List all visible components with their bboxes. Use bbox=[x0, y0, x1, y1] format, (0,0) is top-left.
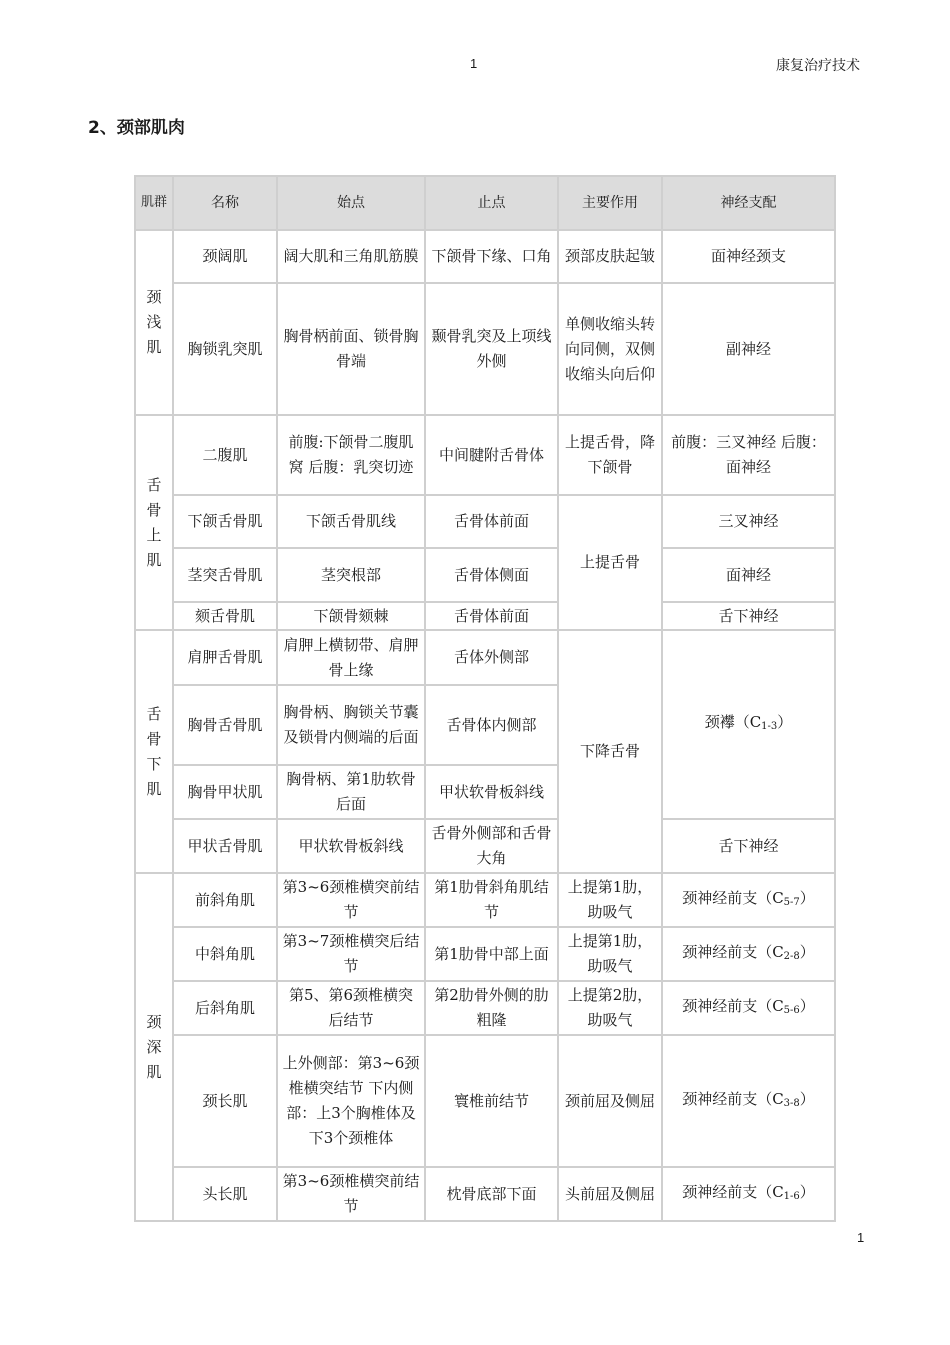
nerve-cell bbox=[662, 630, 835, 819]
nerve-text: ） bbox=[777, 713, 793, 731]
action-cell: 颈前屈及侧屈 bbox=[558, 1035, 662, 1167]
name-cell: 后斜角肌 bbox=[173, 981, 277, 1035]
name-cell: 中斜角肌 bbox=[173, 927, 277, 981]
name-cell: 胸骨甲状肌 bbox=[173, 765, 277, 819]
footer-page-number: 1 bbox=[857, 1230, 865, 1245]
action-cell: 单侧收缩头转向同侧，双侧收缩头向后仰 bbox=[558, 283, 662, 415]
name-cell: 前斜角肌 bbox=[173, 873, 277, 927]
nerve-cell: 舌下神经 bbox=[662, 819, 835, 873]
nerve-text: ） bbox=[799, 942, 815, 961]
name-cell: 胸锁乳突肌 bbox=[173, 283, 277, 415]
group-cell: 舌骨上肌 bbox=[135, 415, 173, 630]
action-cell: 上提第1肋，助吸气 bbox=[558, 927, 662, 981]
table-row bbox=[135, 602, 835, 630]
nerve-cell: 副神经 bbox=[662, 283, 835, 415]
header-cell: 止点 bbox=[425, 176, 558, 230]
group-cell: 颈浅肌 bbox=[135, 230, 173, 415]
insertion-cell: 舌体外侧部 bbox=[425, 630, 558, 685]
origin-cell: 胸骨柄、胸锁关节囊及锁骨内侧端的后面 bbox=[277, 685, 425, 765]
insertion-cell: 甲状软骨板斜线 bbox=[425, 765, 558, 819]
nerve-segment: 1-6 bbox=[783, 1190, 800, 1202]
action-cell: 上提第2肋，助吸气 bbox=[558, 981, 662, 1035]
group-cell: 颈深肌 bbox=[135, 873, 173, 1221]
table-row bbox=[135, 495, 835, 548]
insertion-cell: 第1肋骨中部上面 bbox=[425, 927, 558, 981]
header-cell: 始点 bbox=[277, 176, 425, 230]
nerve-text: ） bbox=[799, 1089, 815, 1108]
origin-cell: 下颌舌骨肌线 bbox=[277, 495, 425, 548]
nerve-cell bbox=[662, 927, 835, 981]
insertion-cell: 第1肋骨斜角肌结节 bbox=[425, 873, 558, 927]
nerve-text: 颈神经前支（C bbox=[682, 942, 784, 961]
insertion-cell: 下颌骨下缘、口角 bbox=[425, 230, 558, 283]
insertion-cell: 舌骨体前面 bbox=[425, 495, 558, 548]
header-cell: 名称 bbox=[173, 176, 277, 230]
origin-cell: 茎突根部 bbox=[277, 548, 425, 602]
nerve-cell: 前腹：三叉神经 后腹：面神经 bbox=[662, 415, 835, 495]
insertion-cell: 舌骨体内侧部 bbox=[425, 685, 558, 765]
name-cell: 甲状舌骨肌 bbox=[173, 819, 277, 873]
nerve-cell bbox=[662, 1167, 835, 1221]
nerve-segment: 5-6 bbox=[783, 1004, 800, 1016]
action-cell: 上提舌骨 bbox=[558, 495, 662, 630]
insertion-cell: 舌骨外侧部和舌骨大角 bbox=[425, 819, 558, 873]
insertion-cell: 舌骨体前面 bbox=[425, 602, 558, 630]
nerve-text: 颈神经前支（C bbox=[682, 1089, 784, 1108]
nerve-text: 颈神经前支（C bbox=[682, 888, 784, 907]
insertion-cell: 颞骨乳突及上项线外侧 bbox=[425, 283, 558, 415]
action-cell: 上提舌骨，降下颌骨 bbox=[558, 415, 662, 495]
table-header-row bbox=[135, 176, 835, 230]
nerve-text: 颈神经前支（C bbox=[682, 1182, 784, 1201]
action-cell: 上提第1肋，助吸气 bbox=[558, 873, 662, 927]
name-cell: 颏舌骨肌 bbox=[173, 602, 277, 630]
table-row bbox=[135, 927, 835, 981]
origin-cell: 第3~6颈椎横突前结节 bbox=[277, 1167, 425, 1221]
insertion-cell: 枕骨底部下面 bbox=[425, 1167, 558, 1221]
table-row bbox=[135, 230, 835, 283]
nerve-cell bbox=[662, 981, 835, 1035]
nerve-segment: 3-8 bbox=[783, 1097, 800, 1109]
group-cell: 舌骨下肌 bbox=[135, 630, 173, 873]
origin-cell: 胸骨柄、第1肋软骨后面 bbox=[277, 765, 425, 819]
table-row bbox=[135, 1167, 835, 1221]
header-cell: 主要作用 bbox=[558, 176, 662, 230]
origin-cell: 第3~6颈椎横突前结节 bbox=[277, 873, 425, 927]
origin-cell: 阔大肌和三角肌筋膜 bbox=[277, 230, 425, 283]
nerve-segment: 5-7 bbox=[783, 896, 800, 908]
insertion-cell: 中间腱附舌骨体 bbox=[425, 415, 558, 495]
name-cell: 胸骨舌骨肌 bbox=[173, 685, 277, 765]
action-cell: 下降舌骨 bbox=[558, 630, 662, 873]
table-row bbox=[135, 283, 835, 415]
nerve-cell: 面神经 bbox=[662, 548, 835, 602]
origin-cell: 上外侧部：第3~6颈椎横突结节 下内侧部：上3个胸椎体及下3个颈椎体 bbox=[277, 1035, 425, 1167]
nerve-text: ） bbox=[799, 1182, 815, 1201]
neck-muscles-table bbox=[134, 175, 836, 1222]
header-cell: 神经支配 bbox=[662, 176, 835, 230]
origin-cell: 第5、第6颈椎横突后结节 bbox=[277, 981, 425, 1035]
name-cell: 下颌舌骨肌 bbox=[173, 495, 277, 548]
origin-cell: 下颌骨颏棘 bbox=[277, 602, 425, 630]
table-row bbox=[135, 981, 835, 1035]
nerve-segment: 1-3 bbox=[761, 721, 778, 732]
nerve-text: 颈襻（C bbox=[704, 713, 762, 731]
origin-cell: 前腹:下颌骨二腹肌窝 后腹：乳突切迹 bbox=[277, 415, 425, 495]
insertion-cell: 寰椎前结节 bbox=[425, 1035, 558, 1167]
name-cell: 颈阔肌 bbox=[173, 230, 277, 283]
action-cell: 颈部皮肤起皱 bbox=[558, 230, 662, 283]
nerve-cell: 舌下神经 bbox=[662, 602, 835, 630]
origin-cell: 甲状软骨板斜线 bbox=[277, 819, 425, 873]
insertion-cell: 第2肋骨外侧的肋粗隆 bbox=[425, 981, 558, 1035]
table-row bbox=[135, 819, 835, 873]
nerve-cell bbox=[662, 873, 835, 927]
name-cell: 二腹肌 bbox=[173, 415, 277, 495]
table-row bbox=[135, 873, 835, 927]
origin-cell: 肩胛上横韧带、肩胛骨上缘 bbox=[277, 630, 425, 685]
nerve-text: ） bbox=[799, 996, 815, 1015]
section-title: 2、颈部肌肉 bbox=[88, 118, 185, 138]
nerve-cell bbox=[662, 1035, 835, 1167]
table-row bbox=[135, 1035, 835, 1167]
name-cell: 肩胛舌骨肌 bbox=[173, 630, 277, 685]
header-title: 康复治疗技术 bbox=[776, 58, 860, 74]
insertion-cell: 舌骨体侧面 bbox=[425, 548, 558, 602]
nerve-cell: 面神经颈支 bbox=[662, 230, 835, 283]
nerve-text: ） bbox=[799, 888, 815, 907]
header-cell: 肌群 bbox=[135, 176, 173, 230]
name-cell: 颈长肌 bbox=[173, 1035, 277, 1167]
name-cell: 头长肌 bbox=[173, 1167, 277, 1221]
nerve-text: 颈神经前支（C bbox=[682, 996, 784, 1015]
header-page-number: 1 bbox=[470, 56, 478, 71]
action-cell: 头前屈及侧屈 bbox=[558, 1167, 662, 1221]
nerve-cell: 三叉神经 bbox=[662, 495, 835, 548]
nerve-segment: 2-8 bbox=[783, 950, 800, 962]
origin-cell: 第3~7颈椎横突后结节 bbox=[277, 927, 425, 981]
table-row bbox=[135, 630, 835, 685]
table-row bbox=[135, 548, 835, 602]
table-row bbox=[135, 415, 835, 495]
origin-cell: 胸骨柄前面、锁骨胸骨端 bbox=[277, 283, 425, 415]
name-cell: 茎突舌骨肌 bbox=[173, 548, 277, 602]
